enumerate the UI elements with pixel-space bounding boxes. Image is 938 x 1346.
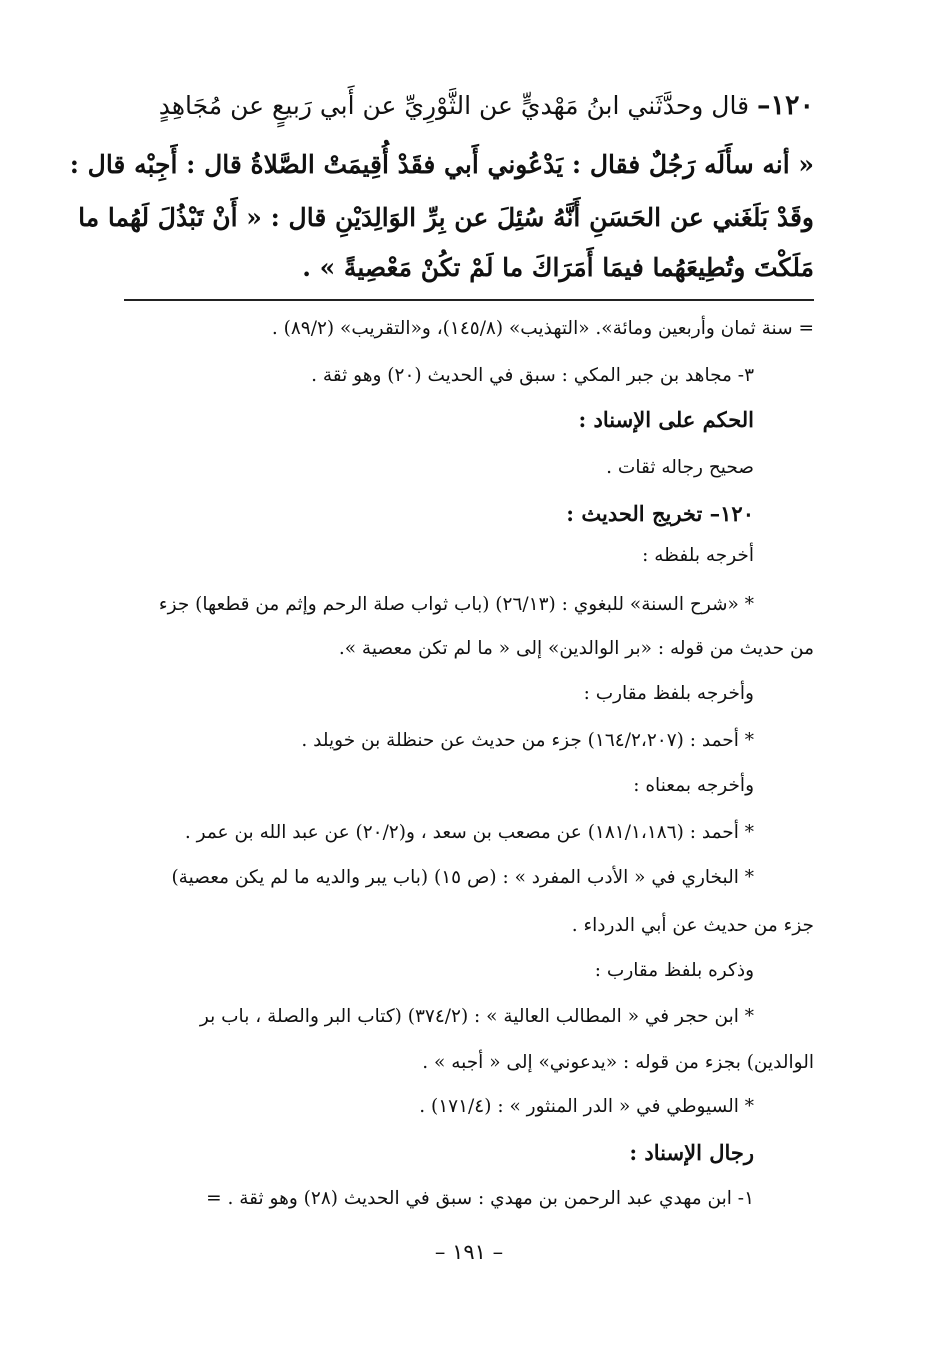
page-number: – ١٩١ – [434, 1240, 504, 1264]
footnote-line: وذكره بلفظ مقارب : [594, 960, 754, 981]
hadith-line-1-text: قال وحدَّثَني ابنُ مَهْديٍّ عن الثَّوْرِيِّ عن أَبي رَبيعٍ عن مُجَاهِدٍ [158, 91, 750, 120]
footnote-line: ١- ابن مهدي عبد الرحمن بن مهدي : سبق في الحديث (٢٨) وهو ثقة . = [206, 1188, 754, 1209]
footnote-line: * «شرح السنة» للبغوي : (٢٦/١٣) (باب ثواب صلة الرحم وإثم من قطعها) جزء [158, 594, 754, 615]
footnote-line: صحيح رجاله ثقات . [606, 457, 754, 478]
footnote-line: * أحمد : (١٨١/١،١٨٦) عن مصعب بن سعد ، و(٢٠/٢) عن عبد الله بن عمر . [184, 822, 754, 843]
footnote-line: وأخرجه بلفظ مقارب : [583, 683, 754, 704]
footnote-line: * السيوطي في « الدر المنثور » : (١٧١/٤) . [419, 1096, 754, 1117]
footnote-line: * البخاري في « الأدب المفرد » : (ص ١٥) (باب يبر والديه ما لم يكن معصية) [171, 867, 754, 888]
hadith-line-4: مَلَكْتَ وتُطِيعَهُما فيمَا أَمَرَاكَ ما لَمْ تكُنْ مَعْصِيةً » . [302, 253, 814, 282]
footnote-line: ٣- مجاهد بن جبر المكي : سبق في الحديث (٢٠) وهو ثقة . [311, 365, 754, 386]
footnote-line: الوالدين) بجزء من قوله : «يدعوني» إلى « أجبه » . [422, 1052, 814, 1073]
footnote-line: أخرجه بلفظه : [642, 545, 754, 566]
footnote-line: = سنة ثمان وأربعين ومائة». «التهذيب» (١٤٥/٨)، و«التقريب» (٨٩/٢) . [271, 318, 814, 339]
footnote-line: * أحمد : (١٦٤/٢،٢٠٧) جزء من حديث عن حنظلة بن خويلد . [301, 730, 754, 751]
hadith-line-3: وقَدْ بَلَغَني عن الحَسَنِ أَنَّهُ سُئِلَ عن بِرِّ الوَالِدَيْنِ قال : « أَنْ تَبْذُلَ لَهُما ما [78, 203, 814, 232]
hadith-number: ١٢٠– [756, 90, 814, 121]
footnote-separator [124, 299, 814, 301]
section-heading-takhrij: ١٢٠– تخريج الحديث : [566, 501, 754, 526]
hadith-line-1 [159, 92, 814, 119]
section-heading-ruling: الحكم على الإسناد : [578, 407, 754, 432]
hadith-line-2: « أنه سأَلَه رَجُلٌ فقال : يَدْعُوني أَبي فقَدْ أُقِيمَتْ الصَّلاةُ قال : أَجِبْه قال : [69, 150, 814, 179]
footnote-line: * ابن حجر في « المطالب العالية » : (٣٧٤/٢) (كتاب البر والصلة ، باب بر [199, 1006, 754, 1027]
footnote-line: وأخرجه بمعناه : [633, 775, 754, 796]
footnote-line: جزء من حديث عن أبي الدرداء . [571, 915, 814, 936]
footnote-line: من حديث من قوله : «بر الوالدين» إلى « ما لم تكن معصية ». [338, 638, 814, 659]
section-heading-narrators: رجال الإسناد : [629, 1140, 754, 1165]
